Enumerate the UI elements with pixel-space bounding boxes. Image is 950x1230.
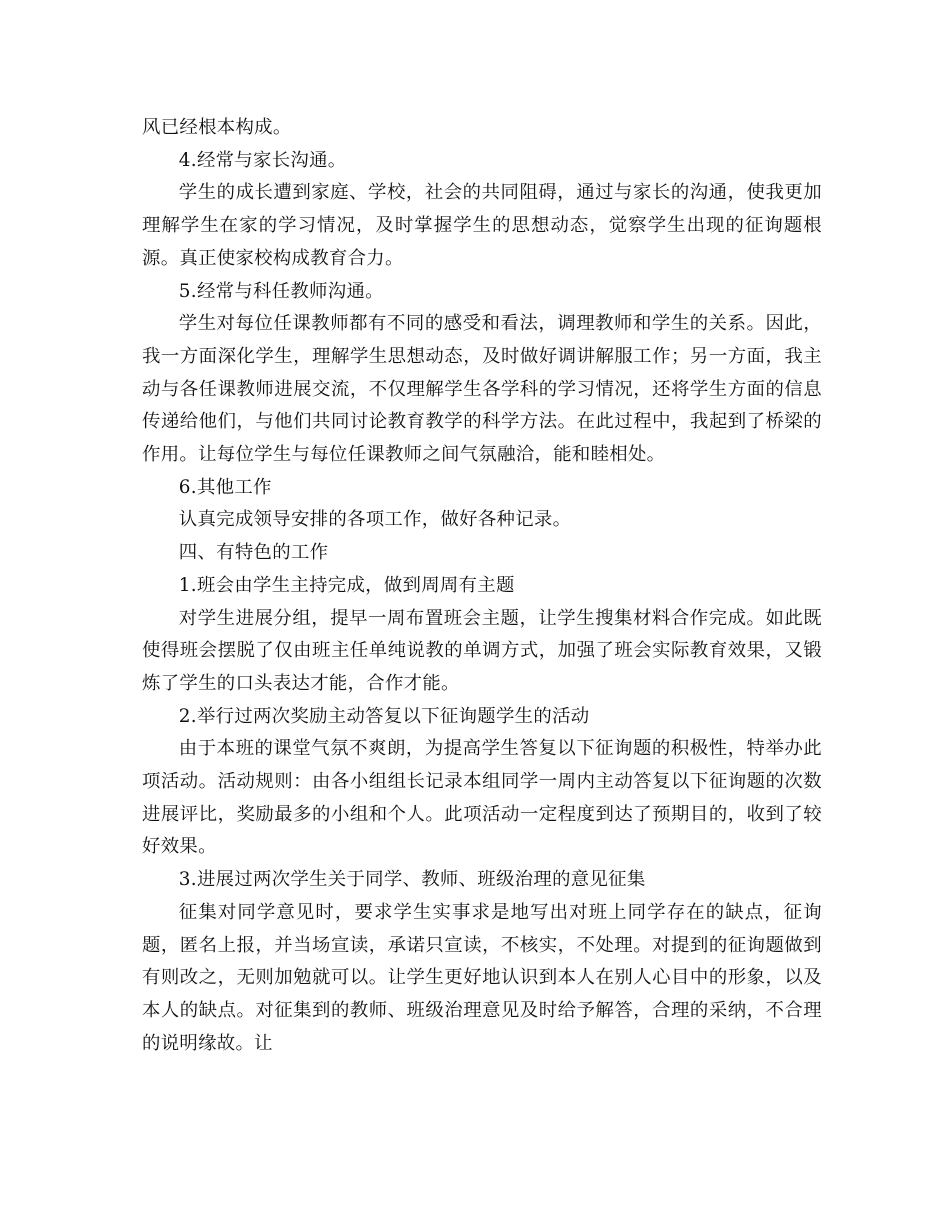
paragraph: 学生的成长遭到家庭、学校，社会的共同阻碍，通过与家长的沟通，使我更加理解学生在家的学习情况，及时掌握学生的思想动态，觉察学生出现的征询题根源。真正使家校构成教育合力。 (142, 182, 822, 269)
section-heading: 5.经常与科任教师沟通。 (178, 280, 384, 302)
section-heading: 6.其他工作 (178, 476, 272, 498)
paragraph: 风已经根本构成。 (142, 117, 292, 138)
paragraph: 认真完成领导安排的各项工作，做好各种记录。 (178, 509, 572, 531)
section-heading: 1.班会由学生主持完成，做到周周有主题 (178, 574, 515, 596)
section-heading: 2.举行过两次奖励主动答复以下征询题学生的活动 (178, 705, 590, 727)
paragraph: 征集对同学意见时，要求学生实事求是地写出对班上同学存在的缺点，征询题，匿名上报，并当场宣读，承诺只宣读，不核实，不处理。对提到的征询题做到有则改之，无则加勉就可以。让学生更好地认识到本人在别人心目中的形象，以及本人的缺点。对征集到的教师、班级治理意见及时给予解答，合理的采纳，不合理的说明缘故。让 (142, 901, 822, 1054)
document-body (142, 112, 822, 1060)
section-heading: 3.进展过两次学生关于同学、教师、班级治理的意见征集 (178, 869, 646, 891)
section-heading: 4.经常与家长沟通。 (178, 149, 347, 171)
section-heading: 四、有特色的工作 (178, 542, 329, 564)
paragraph: 对学生进展分组，提早一周布置班会主题，让学生搜集材料合作完成。如此既使得班会摆脱了仅由班主任单纯说教的单调方式，加强了班会实际教育效果，又锻炼了学生的口头表达才能，合作才能。 (142, 607, 822, 694)
paragraph: 由于本班的课堂气氛不爽朗，为提高学生答复以下征询题的积极性，特举办此项活动。活动规则：由各小组组长记录本组同学一周内主动答复以下征询题的次数进展评比，奖励最多的小组和个人。此项活动一定程度到达了预期目的，收到了较好效果。 (142, 738, 822, 858)
paragraph: 学生对每位任课教师都有不同的感受和看法，调理教师和学生的关系。因此，我一方面深化学生，理解学生思想动态，及时做好调讲解服工作；另一方面，我主动与各任课教师进展交流，不仅理解学生各学科的学习情况，还将学生方面的信息传递给他们，与他们共同讨论教育教学的科学方法。在此过程中，我起到了桥梁的作用。让每位学生与每位任课教师之间气氛融洽，能和睦相处。 (142, 313, 822, 466)
